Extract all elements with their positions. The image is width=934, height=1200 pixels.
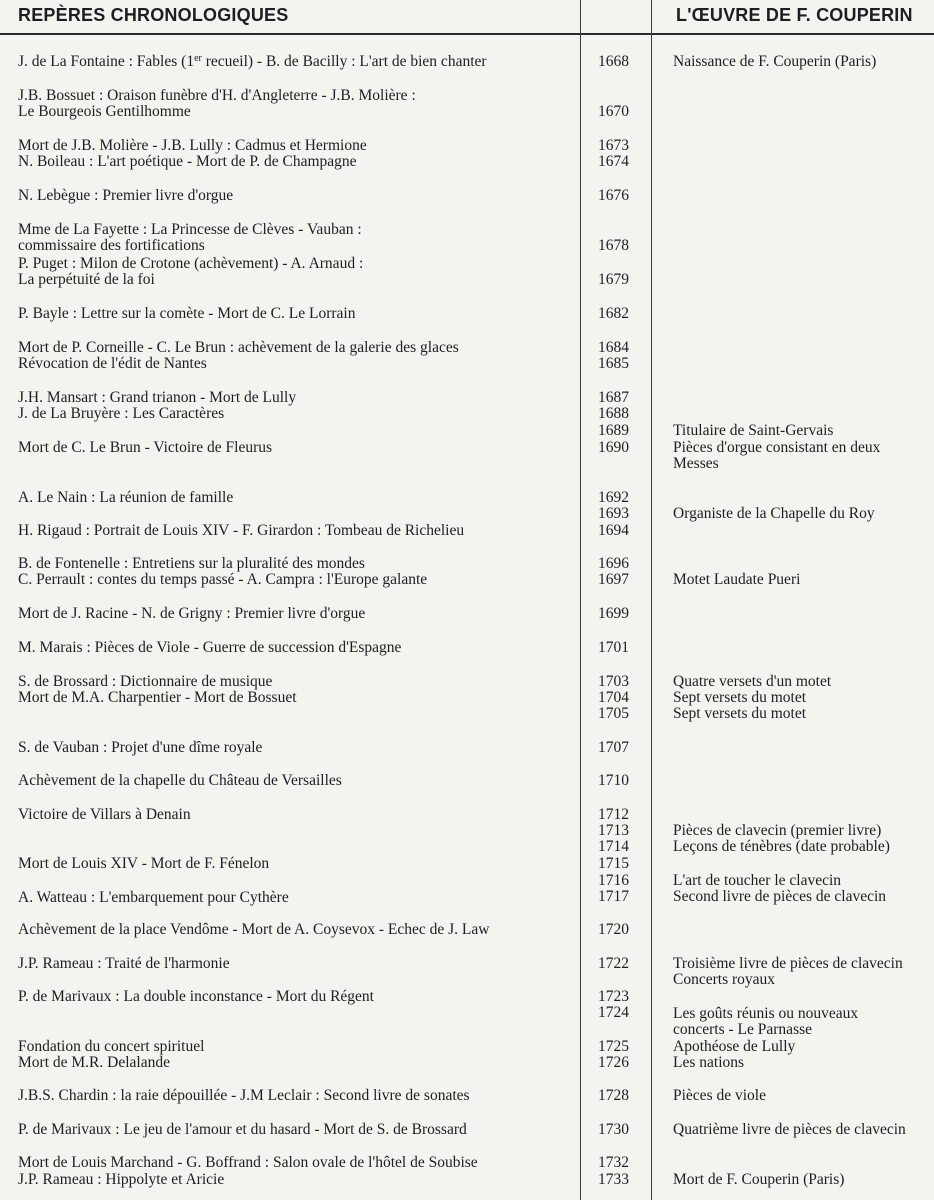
work-line: Troisième livre de pièces de clavecin bbox=[673, 955, 903, 972]
year-cell: 1705 bbox=[598, 705, 629, 722]
header-couperin-works: L'ŒUVRE DE F. COUPERIN bbox=[676, 5, 913, 25]
event-line: Mort de P. Corneille - C. Le Brun : achèvement de la galerie des glaces bbox=[18, 339, 459, 356]
column-divider-years-right bbox=[651, 0, 652, 1200]
year-cell: 1670 bbox=[598, 103, 629, 120]
year-cell: 1688 bbox=[598, 405, 629, 422]
work-line: Sept versets du motet bbox=[673, 705, 807, 722]
year-cell: 1722 bbox=[598, 955, 629, 972]
event-line-text: recueil) - B. de Bacilly : L'art de bien chanter bbox=[201, 53, 487, 70]
header-chronology: REPÈRES CHRONOLOGIQUES bbox=[18, 5, 289, 25]
event-line: Mort de Louis Marchand - G. Boffrand : Salon ovale de l'hôtel de Soubise bbox=[18, 1154, 478, 1171]
year-cell: 1726 bbox=[598, 1054, 629, 1071]
work-line: Pièces de clavecin (premier livre) bbox=[673, 822, 882, 839]
year-cell: 1694 bbox=[598, 522, 629, 539]
year-cell: 1687 bbox=[598, 389, 629, 406]
event-line: C. Perrault : contes du temps passé - A. Campra : l'Europe galante bbox=[18, 571, 428, 588]
work-line: Mort de F. Couperin (Paris) bbox=[673, 1171, 845, 1188]
year-cell: 1678 bbox=[598, 237, 629, 254]
work-line: L'art de toucher le clavecin bbox=[673, 872, 842, 889]
event-line: P. de Marivaux : La double inconstance - Mort du Régent bbox=[18, 988, 374, 1005]
year-cell: 1713 bbox=[598, 822, 629, 839]
event-line: P. Puget : Milon de Crotone (achèvement) - A. Arnaud : bbox=[18, 255, 364, 272]
year-cell: 1692 bbox=[598, 489, 629, 506]
work-line: Les goûts réunis ou nouveaux bbox=[673, 1005, 859, 1022]
header-rule bbox=[0, 33, 934, 35]
column-divider-years-left bbox=[580, 0, 581, 1200]
work-line: Sept versets du motet bbox=[673, 689, 807, 706]
work-line: Apothéose de Lully bbox=[673, 1038, 796, 1055]
work-line: concerts - Le Parnasse bbox=[673, 1021, 813, 1038]
year-cell: 1725 bbox=[598, 1038, 629, 1055]
event-line bbox=[18, 53, 487, 70]
year-cell: 1673 bbox=[598, 137, 629, 154]
year-cell: 1723 bbox=[598, 988, 629, 1005]
event-line: S. de Brossard : Dictionnaire de musique bbox=[18, 673, 273, 690]
event-line: H. Rigaud : Portrait de Louis XIV - F. Girardon : Tombeau de Richelieu bbox=[18, 522, 465, 539]
event-line: Mort de J. Racine - N. de Grigny : Premier livre d'orgue bbox=[18, 605, 366, 622]
year-cell: 1733 bbox=[598, 1171, 629, 1188]
event-line: N. Lebègue : Premier livre d'orgue bbox=[18, 187, 234, 204]
event-line: Victoire de Villars à Denain bbox=[18, 806, 191, 823]
work-line: Quatrième livre de pièces de clavecin bbox=[673, 1121, 906, 1138]
event-line-superscript: er bbox=[194, 53, 202, 64]
year-cell: 1707 bbox=[598, 739, 629, 756]
event-line: B. de Fontenelle : Entretiens sur la pluralité des mondes bbox=[18, 555, 365, 572]
year-cell: 1724 bbox=[598, 1004, 629, 1021]
year-cell: 1717 bbox=[598, 888, 629, 905]
year-cell: 1693 bbox=[598, 505, 629, 522]
year-cell: 1668 bbox=[598, 53, 629, 70]
event-line: Le Bourgeois Gentilhomme bbox=[18, 103, 191, 120]
year-cell: 1703 bbox=[598, 673, 629, 690]
event-line: N. Boileau : L'art poétique - Mort de P. de Champagne bbox=[18, 153, 357, 170]
work-line: Leçons de ténèbres (date probable) bbox=[673, 838, 890, 855]
event-line: J.P. Rameau : Hippolyte et Aricie bbox=[18, 1171, 225, 1188]
event-line: J.P. Rameau : Traité de l'harmonie bbox=[18, 955, 230, 972]
work-line: Naissance de F. Couperin (Paris) bbox=[673, 53, 877, 70]
year-cell: 1714 bbox=[598, 838, 629, 855]
event-line: Mort de M.R. Delalande bbox=[18, 1054, 170, 1071]
year-cell: 1674 bbox=[598, 153, 629, 170]
work-line: Titulaire de Saint-Gervais bbox=[673, 422, 834, 439]
event-line: Mort de C. Le Brun - Victoire de Fleurus bbox=[18, 439, 273, 456]
year-cell: 1701 bbox=[598, 639, 629, 656]
event-line: Mort de J.B. Molière - J.B. Lully : Cadmus et Hermione bbox=[18, 137, 367, 154]
work-line: Messes bbox=[673, 455, 719, 472]
work-line: Concerts royaux bbox=[673, 971, 776, 988]
year-cell: 1728 bbox=[598, 1087, 629, 1104]
event-line: Mort de M.A. Charpentier - Mort de Bossuet bbox=[18, 689, 297, 706]
work-line: Les nations bbox=[673, 1054, 745, 1071]
year-cell: 1730 bbox=[598, 1121, 629, 1138]
year-cell: 1682 bbox=[598, 305, 629, 322]
event-line: Achèvement de la chapelle du Château de Versailles bbox=[18, 772, 342, 789]
event-line: A. Le Nain : La réunion de famille bbox=[18, 489, 234, 506]
year-cell: 1697 bbox=[598, 571, 629, 588]
year-cell: 1704 bbox=[598, 689, 629, 706]
work-line: Pièces de viole bbox=[673, 1087, 766, 1104]
event-line: La perpétuité de la foi bbox=[18, 271, 155, 288]
event-line-text: J. de La Fontaine : Fables (1 bbox=[18, 53, 195, 70]
year-cell: 1679 bbox=[598, 271, 629, 288]
event-line: J.B.S. Chardin : la raie dépouillée - J.M Leclair : Second livre de sonates bbox=[18, 1087, 470, 1104]
event-line: A. Watteau : L'embarquement pour Cythère bbox=[18, 889, 289, 906]
event-line: Mort de Louis XIV - Mort de F. Fénelon bbox=[18, 855, 270, 872]
year-cell: 1690 bbox=[598, 439, 629, 456]
work-line: Motet Laudate Pueri bbox=[673, 571, 801, 588]
year-cell: 1676 bbox=[598, 187, 629, 204]
year-cell: 1684 bbox=[598, 339, 629, 356]
event-line: J.B. Bossuet : Oraison funèbre d'H. d'Angleterre - J.B. Molière : bbox=[18, 87, 416, 104]
event-line: M. Marais : Pièces de Viole - Guerre de succession d'Espagne bbox=[18, 639, 402, 656]
work-line: Second livre de pièces de clavecin bbox=[673, 888, 887, 905]
year-cell: 1716 bbox=[598, 872, 629, 889]
event-line: J.H. Mansart : Grand trianon - Mort de Lully bbox=[18, 389, 297, 406]
event-line: Fondation du concert spirituel bbox=[18, 1038, 205, 1055]
event-line: commissaire des fortifications bbox=[18, 237, 205, 254]
year-cell: 1699 bbox=[598, 605, 629, 622]
year-cell: 1712 bbox=[598, 806, 629, 823]
event-line: Révocation de l'édit de Nantes bbox=[18, 355, 207, 372]
year-cell: 1685 bbox=[598, 355, 629, 372]
year-cell: 1720 bbox=[598, 921, 629, 938]
event-line: P. de Marivaux : Le jeu de l'amour et du hasard - Mort de S. de Brossard bbox=[18, 1121, 467, 1138]
event-line: S. de Vauban : Projet d'une dîme royale bbox=[18, 739, 263, 756]
event-line: J. de La Bruyère : Les Caractères bbox=[18, 405, 225, 422]
year-cell: 1715 bbox=[598, 855, 629, 872]
work-line: Pièces d'orgue consistant en deux bbox=[673, 439, 881, 456]
work-line: Organiste de la Chapelle du Roy bbox=[673, 505, 875, 522]
year-cell: 1732 bbox=[598, 1154, 629, 1171]
work-line: Quatre versets d'un motet bbox=[673, 673, 832, 690]
year-cell: 1689 bbox=[598, 422, 629, 439]
year-cell: 1696 bbox=[598, 555, 629, 572]
year-cell: 1710 bbox=[598, 772, 629, 789]
event-line: Achèvement de la place Vendôme - Mort de A. Coysevox - Echec de J. Law bbox=[18, 921, 490, 938]
event-line: Mme de La Fayette : La Princesse de Clèves - Vauban : bbox=[18, 221, 362, 238]
event-line: P. Bayle : Lettre sur la comète - Mort de C. Le Lorrain bbox=[18, 305, 356, 322]
